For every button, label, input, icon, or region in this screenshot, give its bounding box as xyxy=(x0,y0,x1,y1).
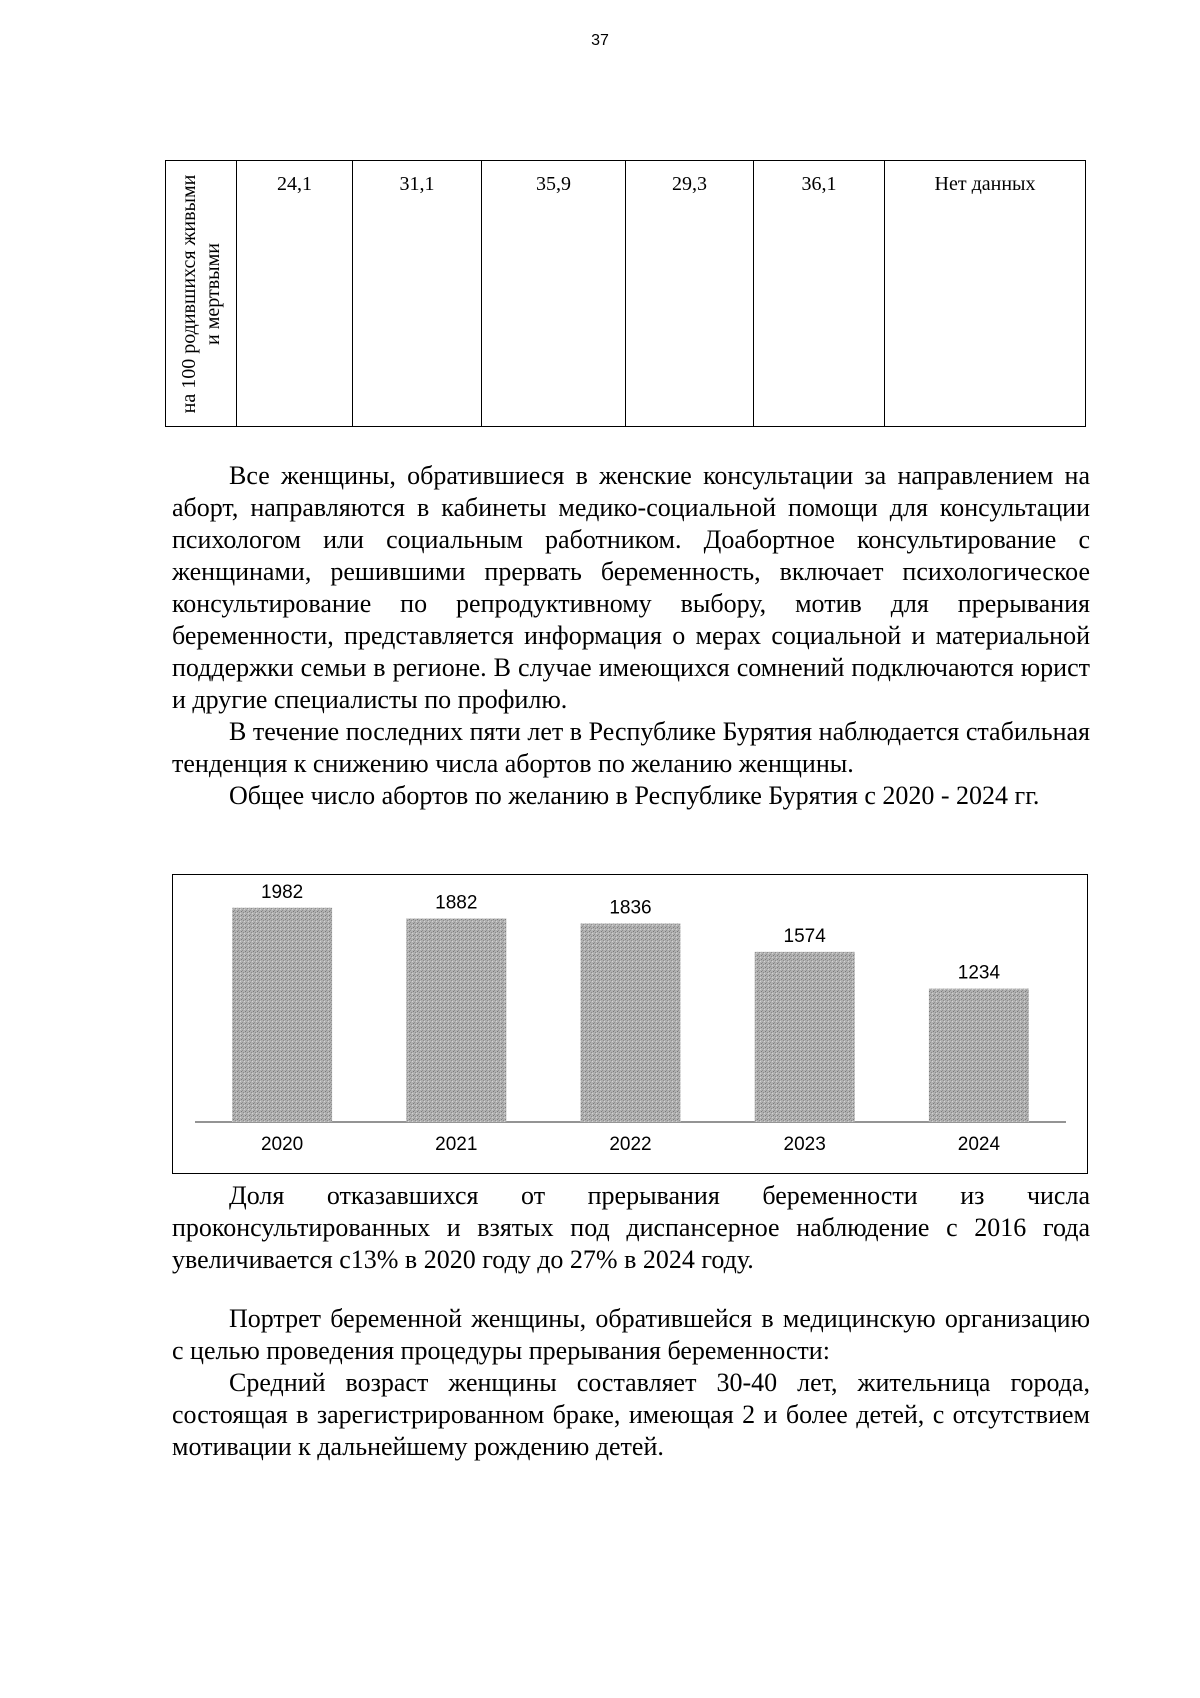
paragraph: Все женщины, обратившиеся в женские консультации за направлением на аборт, направляются в кабинеты медико-социальной помощи для консультации психологом или социальным работником. Доабортное консультирование с женщинами, решившими прервать беременность, включает психологическое консультирование по репродуктивному выбору, мотив для прерывания беременности, представляется информация о мерах социальной и материальной поддержки семьи в регионе. В случае имеющихся сомнений подключаются юрист и другие специалисты по профилю. xyxy=(172,461,1090,714)
paragraph: Средний возраст женщины составляет 30-40 лет, жительница города, состоящая в зарегистрированном браке, имеющая 2 и более детей, с отсутствием мотивации к дальнейшему рождению детей. xyxy=(172,1368,1090,1461)
paragraph: Общее число абортов по желанию в Республике Бурятия с 2020 - 2024 гг. xyxy=(229,781,1040,810)
text-block-top xyxy=(172,460,1090,812)
bar-2021 xyxy=(406,919,506,1122)
paragraph: В течение последних пяти лет в Республике Бурятия наблюдается стабильная тенденция к снижению числа абортов по желанию женщины. xyxy=(172,717,1090,778)
data-label-2023: 1574 xyxy=(783,925,826,947)
data-label-2020: 1982 xyxy=(260,881,304,903)
table-row xyxy=(166,161,1086,427)
paragraph: Доля отказавшихся от прерывания беременности из числа проконсультированных и взятых под диспансерное наблюдение с 2016 года увеличивается с13% в 2020 году до 27% в 2024 году. xyxy=(172,1181,1090,1274)
bar-chart-svg xyxy=(173,875,1086,1172)
table-cell: 36,1 xyxy=(754,161,885,427)
bar-chart xyxy=(172,874,1088,1174)
x-tick-label-2022: 2022 xyxy=(609,1134,652,1155)
table-cell: 24,1 xyxy=(237,161,353,427)
table-cell: 29,3 xyxy=(626,161,754,427)
bar-2024 xyxy=(929,989,1029,1122)
data-label-2021: 1882 xyxy=(435,892,478,914)
text-block-after-chart xyxy=(172,1180,1090,1276)
table-cell: 35,9 xyxy=(482,161,626,427)
bar-2022 xyxy=(581,924,681,1122)
table-cell: 31,1 xyxy=(353,161,482,427)
row-label-cell xyxy=(166,161,237,427)
row-label: на 100 родившихся живыми и мертвыми xyxy=(178,174,224,413)
x-tick-label-2024: 2024 xyxy=(957,1134,1001,1155)
x-tick-label-2021: 2021 xyxy=(435,1134,478,1155)
x-tick-label-2020: 2020 xyxy=(260,1134,304,1155)
paragraph: Портрет беременной женщины, обратившейся в медицинскую организацию с целью проведения процедуры прерывания беременности: xyxy=(172,1304,1090,1365)
page-number: 37 xyxy=(591,32,609,49)
text-block-bottom xyxy=(172,1303,1090,1463)
bar-2020 xyxy=(232,908,332,1122)
bar-2023 xyxy=(755,952,855,1122)
x-tick-label-2023: 2023 xyxy=(783,1134,826,1155)
data-label-2022: 1836 xyxy=(609,897,652,919)
statistics-table xyxy=(165,160,1086,427)
data-label-2024: 1234 xyxy=(957,962,1001,984)
table-cell: Нет данных xyxy=(885,161,1086,427)
